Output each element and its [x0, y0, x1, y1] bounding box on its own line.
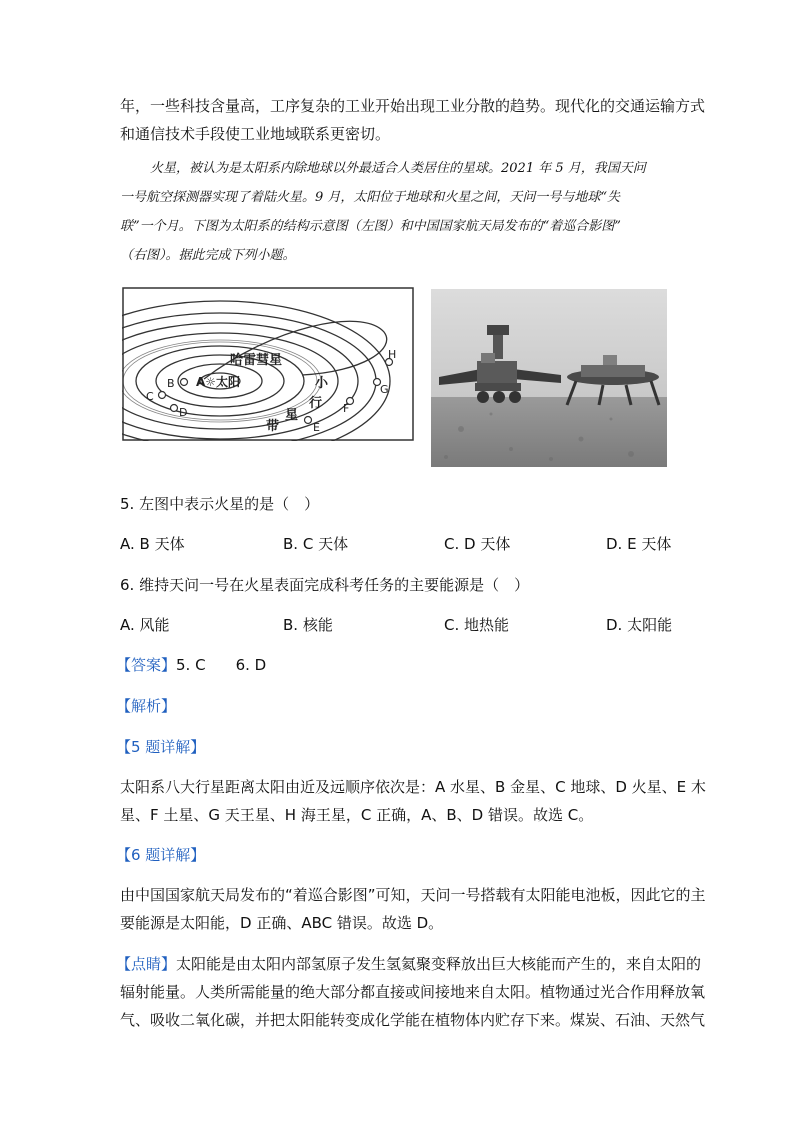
planet-label-d: D — [179, 406, 188, 419]
planet-label-b: B — [167, 377, 175, 390]
planet-label-f: F — [343, 402, 350, 415]
rover-lander-photo — [431, 289, 667, 467]
solar-system-diagram — [122, 287, 414, 441]
tip-text: 太阳能是由太阳内部氢原子发生氢氦聚变释放出巨大核能而产生的，来自太阳的 — [176, 955, 702, 973]
question-5-stem: 5. 左图中表示火星的是（ ） — [120, 495, 320, 513]
q5-option-c: C. D 天体 — [444, 535, 511, 553]
asteroid-belt-label: 带 — [266, 419, 280, 434]
intro-line: 联”一个月。下图为太阳系的结构示意图（左图）和中国国家航天局发布的“着巡合影图” — [120, 219, 621, 234]
paragraph-line: 年，一些科技含量高，工序复杂的工业开始出现工业分散的趋势。现代化的交通运输方式 — [120, 97, 706, 115]
q6-option-d: D. 太阳能 — [606, 616, 673, 634]
comet-label: 哈雷彗星 — [230, 353, 283, 368]
intro-line: 火星，被认为是太阳系内除地球以外最适合人类居住的星球。2021 年 5 月，我国天问 — [150, 161, 646, 176]
q6-detail-tag: 【6 题详解】 — [116, 846, 206, 864]
tip-line: 气、吸收二氧化碳，并把太阳能转变成化学能在植物体内贮存下来。煤炭、石油、天然气 — [120, 1011, 706, 1029]
planet-label-e: E — [313, 421, 320, 434]
intro-line: 一号航空探测器实现了着陆火星。9 月，太阳位于地球和火星之间，天问一号与地球“失 — [120, 190, 621, 205]
answer-text: 5. C 6. D — [176, 656, 267, 674]
q5-option-a: A. B 天体 — [120, 535, 185, 553]
answer-line — [116, 655, 266, 675]
answer-tag: 【答案】 — [116, 656, 177, 674]
paragraph-line: 和通信技术手段使工业地域联系更密切。 — [120, 125, 391, 143]
question-6-stem: 6. 维持天问一号在火星表面完成科考任务的主要能源是（ ） — [120, 576, 530, 594]
q6-detail-line: 由中国国家航天局发布的“着巡合影图”可知，天问一号搭载有太阳能电池板，因此它的主 — [120, 886, 706, 904]
q5-option-b: B. C 天体 — [283, 535, 349, 553]
asteroid-belt-label: 小 — [315, 376, 329, 391]
q6-detail-line: 要能源是太阳能，D 正确、ABC 错误。故选 D。 — [120, 914, 444, 932]
q6-option-b: B. 核能 — [283, 616, 333, 634]
q6-option-c: C. 地热能 — [444, 616, 510, 634]
planet-label-c: C — [146, 390, 154, 403]
asteroid-belt-label: 行 — [309, 396, 323, 411]
asteroid-belt-label: 星 — [285, 408, 299, 423]
q5-detail-line: 太阳系八大行星距离太阳由近及远顺序依次是：A 水星、B 金星、C 地球、D 火星、E 木 — [120, 778, 706, 796]
analysis-tag: 【解析】 — [116, 697, 177, 715]
planet-label-g: G — [380, 383, 389, 396]
q5-detail-line: 星、F 土星、G 天王星、H 海王星，C 正确，A、B、D 错误。故选 C。 — [120, 806, 594, 824]
sun-label: A☼太阳 — [196, 375, 241, 389]
intro-line: （右图）。据此完成下列小题。 — [120, 248, 296, 263]
q5-detail-tag: 【5 题详解】 — [116, 738, 206, 756]
q5-option-d: D. E 天体 — [606, 535, 672, 553]
tip-tag: 【点睛】 — [116, 955, 177, 973]
planet-label-h: H — [388, 348, 397, 361]
q6-option-a: A. 风能 — [120, 616, 170, 634]
tip-line: 辐射能量。人类所需能量的绝大部分都直接或间接地来自太阳。植物通过光合作用释放氧 — [120, 983, 706, 1001]
tip-line — [116, 954, 701, 974]
